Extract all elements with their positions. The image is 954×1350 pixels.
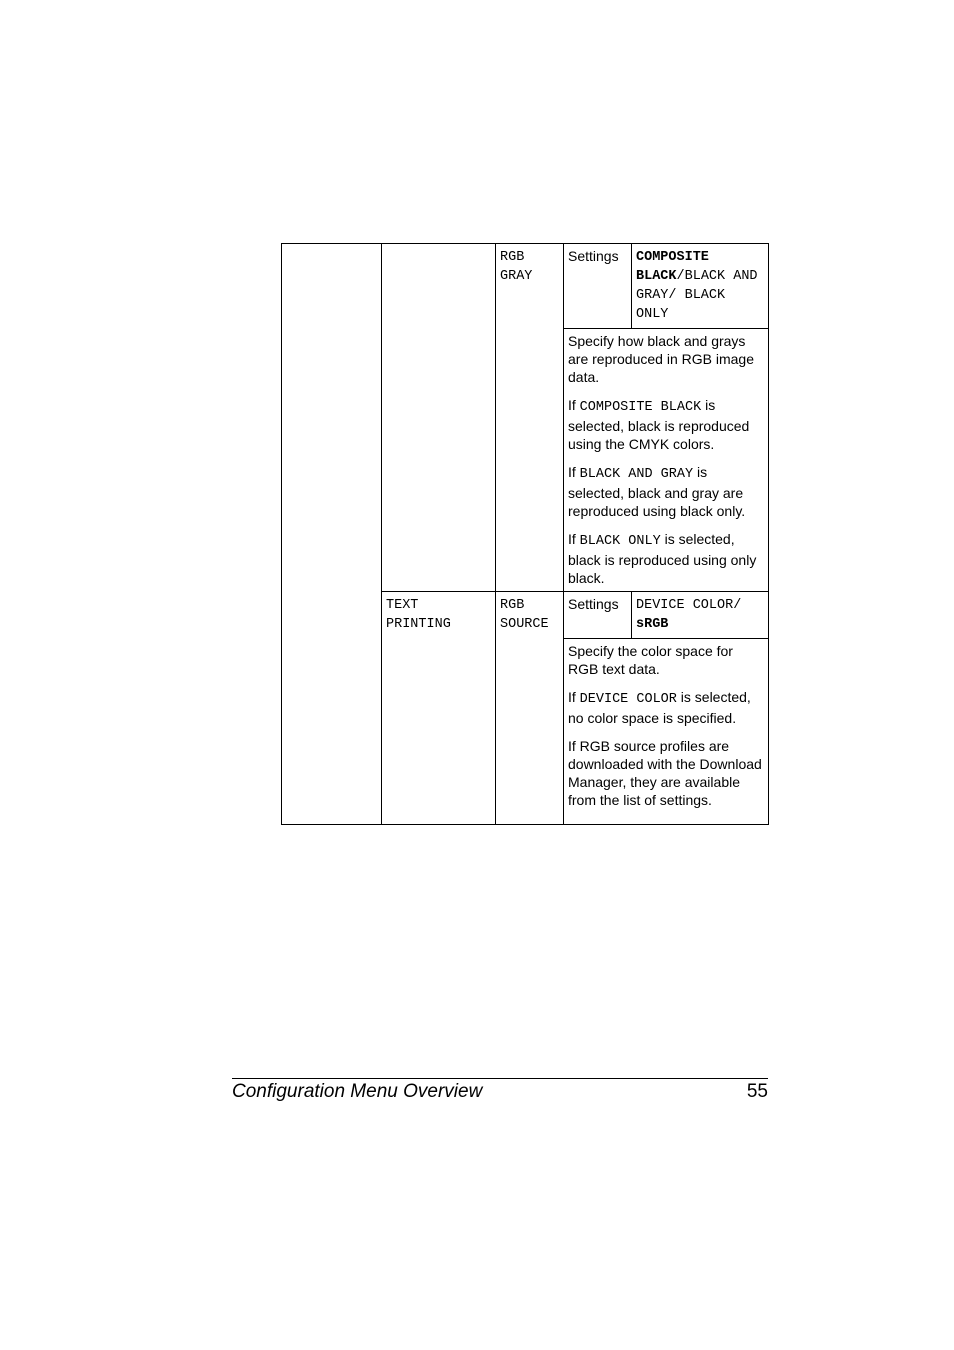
table-row — [282, 244, 769, 329]
footer-divider — [232, 1078, 768, 1079]
other-options: /BLACK AND GRAY/ BLACK ONLY — [636, 269, 758, 322]
default-option: sRGB — [636, 617, 669, 632]
description-paragraph: If COMPOSITE BLACK is selected, black is reproduced using the CMYK colors. — [568, 397, 750, 452]
description-paragraph: If BLACK AND GRAY is selected, black and gray are reproduced using black only. — [568, 464, 746, 519]
description-cell — [564, 639, 769, 825]
settings-options — [632, 592, 769, 639]
description-paragraph: If BLACK ONLY is selected, black is reproduced using only black. — [568, 531, 757, 586]
settings-label: Settings — [564, 244, 632, 329]
settings-label: Settings — [564, 592, 632, 639]
settings-options — [632, 244, 769, 329]
description-paragraph: Specify the color space for RGB text data. — [568, 643, 733, 677]
menu-item-rgb-source: RGB SOURCE — [496, 592, 564, 825]
description-cell — [564, 329, 769, 592]
menu-item-text-printing: TEXT PRINTING — [382, 592, 496, 825]
footer-title: Configuration Menu Overview — [232, 1081, 483, 1102]
menu-level-1-cell — [282, 244, 382, 825]
description-paragraph: If RGB source profiles are downloaded with the Download Manager, they are available from the list of settings. — [568, 738, 762, 808]
default-option: COMPOSITE BLACK — [636, 250, 709, 284]
menu-item-rgb-gray: RGB GRAY — [496, 244, 564, 592]
description-paragraph: If DEVICE COLOR is selected, no color space is specified. — [568, 689, 751, 726]
other-options: DEVICE COLOR/ — [636, 598, 742, 613]
page-number: 55 — [746, 1081, 768, 1102]
menu-level-2-cell — [382, 244, 496, 592]
configuration-menu-table — [281, 243, 769, 825]
description-paragraph: Specify how black and grays are reproduced in RGB image data. — [568, 333, 754, 385]
